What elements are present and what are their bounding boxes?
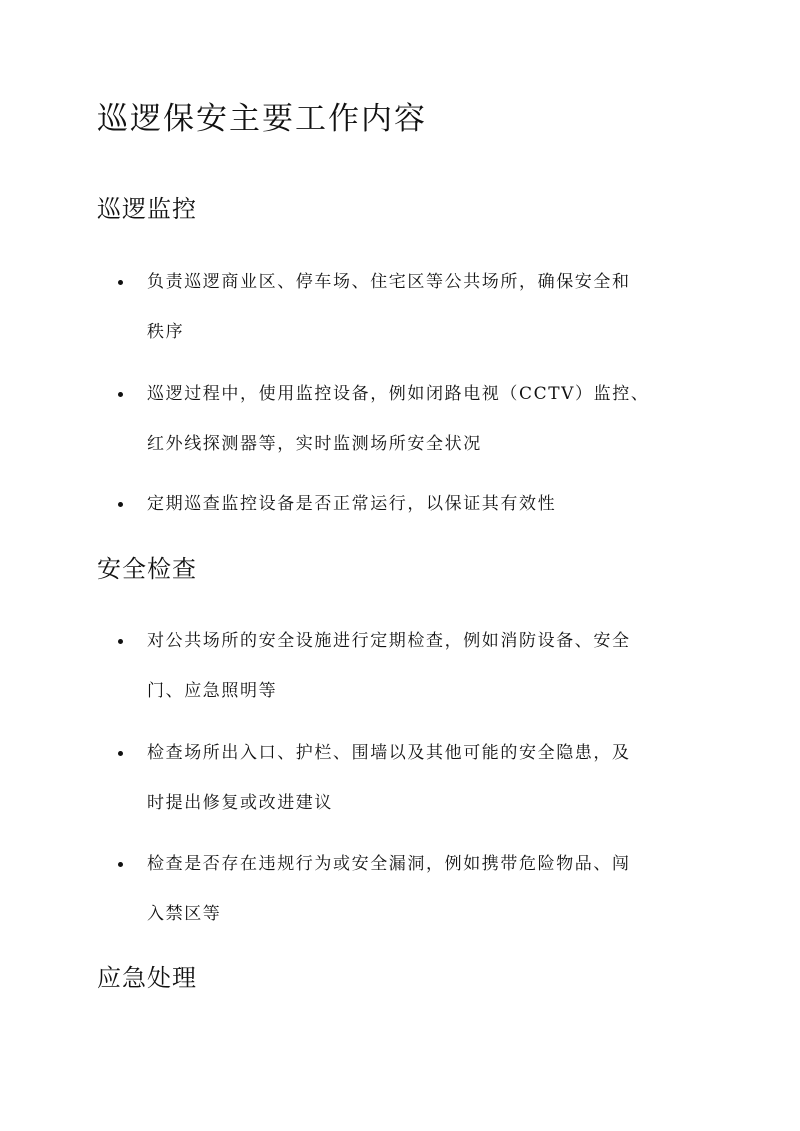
bullet-dot (118, 392, 123, 397)
bullet-text-line: 入禁区等 (147, 904, 222, 924)
bullet-dot (118, 280, 123, 285)
bullet-text-line: 定期巡查监控设备是否正常运行，以保证其有效性 (147, 494, 557, 514)
section-heading-emergency-handling: 应急处理 (97, 964, 197, 992)
bullet-dot (118, 862, 123, 867)
bullet-dot (118, 502, 123, 507)
bullet-text-line: 巡逻过程中，使用监控设备，例如闭路电视（CCTV）监控、 (147, 384, 650, 404)
section-heading-patrol-monitoring: 巡逻监控 (97, 195, 197, 223)
bullet-text-line: 对公共场所的安全设施进行定期检查，例如消防设备、安全 (147, 631, 631, 651)
bullet-dot (118, 751, 123, 756)
bullet-text-line: 检查是否存在违规行为或安全漏洞，例如携带危险物品、闯 (147, 854, 631, 874)
bullet-text-line: 负责巡逻商业区、停车场、住宅区等公共场所，确保安全和 (147, 272, 631, 292)
bullet-text-line: 时提出修复或改进建议 (147, 793, 333, 813)
bullet-text-line: 秩序 (147, 322, 185, 342)
bullet-text-line: 门、应急照明等 (147, 681, 278, 701)
bullet-dot (118, 639, 123, 644)
section-heading-safety-inspection: 安全检查 (97, 555, 197, 583)
bullet-text-line: 红外线探测器等，实时监测场所安全状况 (147, 434, 482, 454)
document-title: 巡逻保安主要工作内容 (97, 101, 427, 137)
bullet-text-line: 检查场所出入口、护栏、围墙以及其他可能的安全隐患，及 (147, 743, 631, 763)
